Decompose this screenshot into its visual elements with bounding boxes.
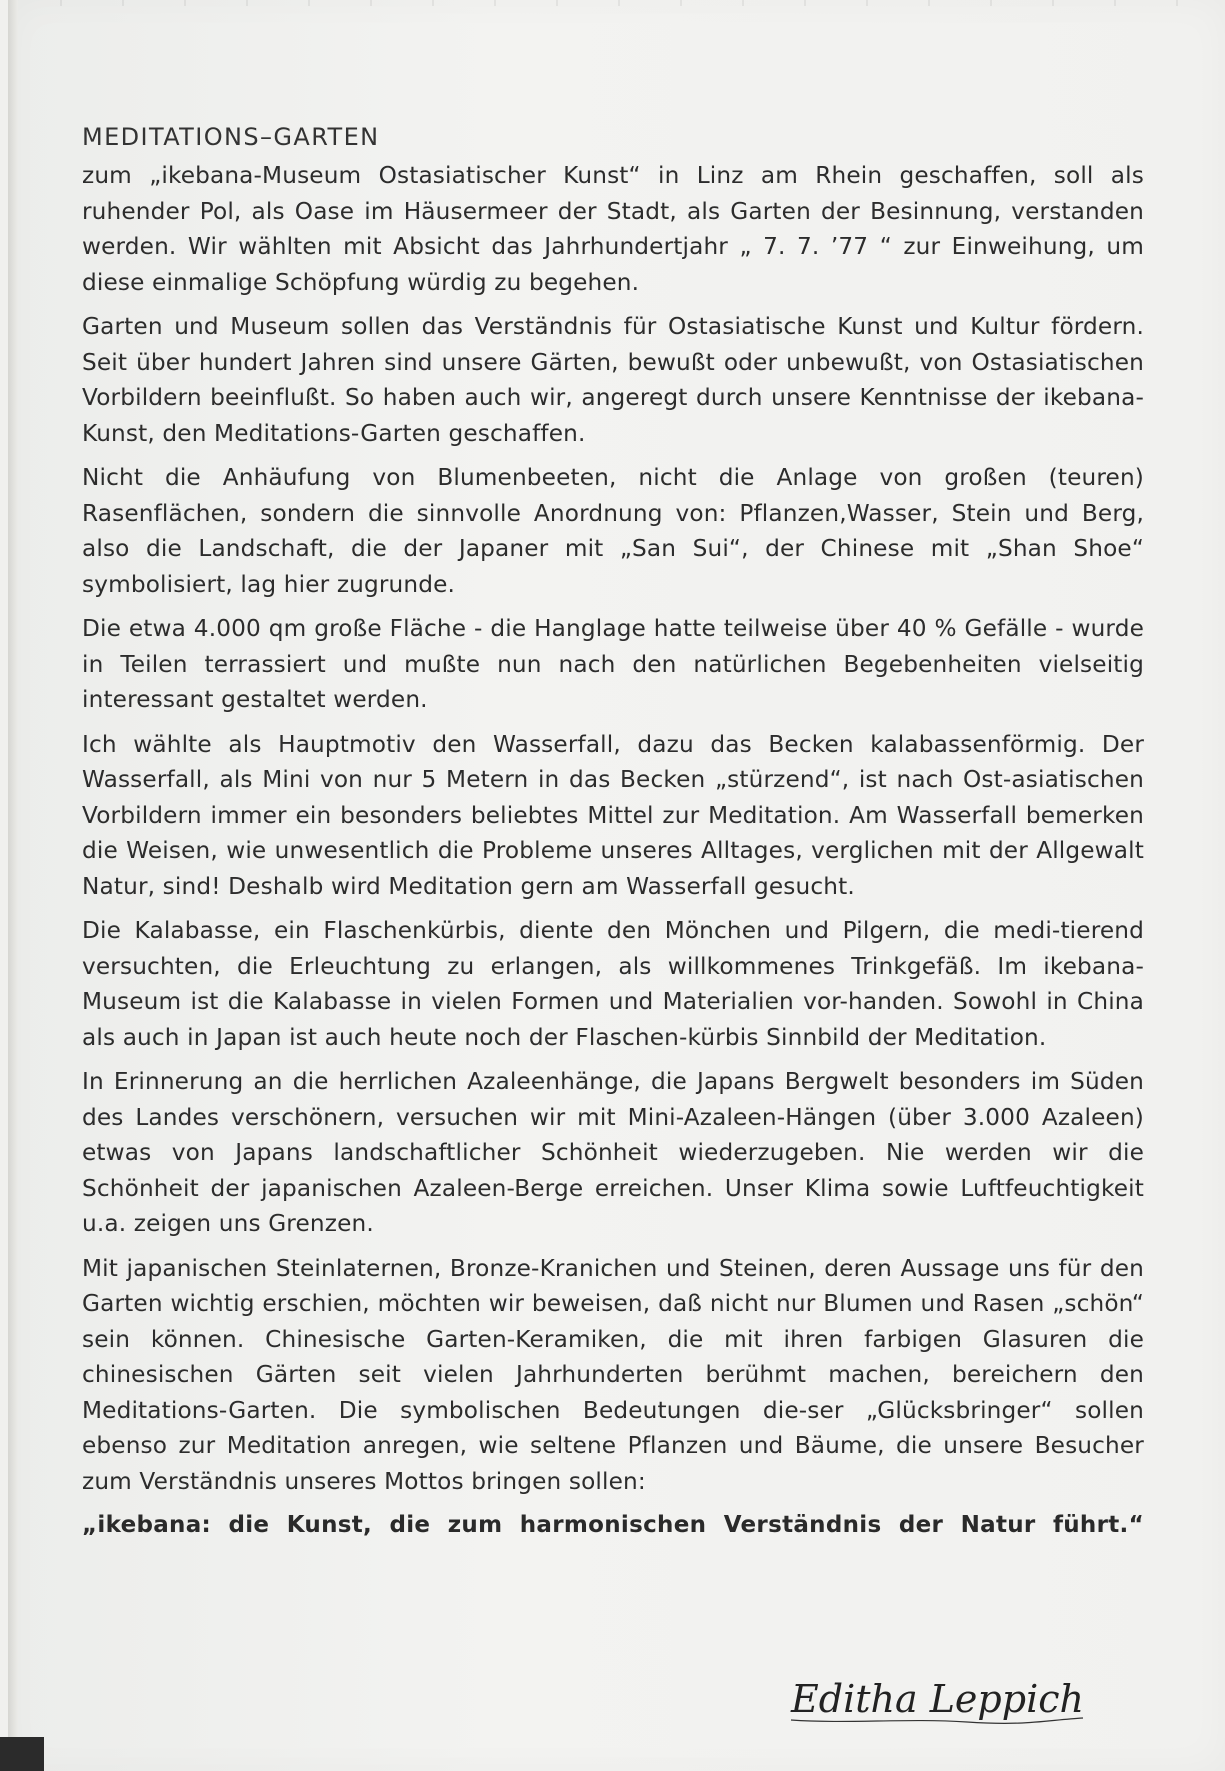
paragraph-lanterns: Mit japanischen Steinlaternen, Bronze-Kranichen und Steinen, deren Aussage uns für den Garten wichtig erschien, möchten wir beweisen, daß nicht nur Blumen und Rasen „schön“ sein können. Chinesische Garten-Keramiken, die mit ihren farbigen Glasuren die chinesischen Gärten seit vielen Jahrhunderten berühmt machen, bereichern den Meditations-Garten. Die symbolischen Bedeutungen die-ser „Glücksbringer“ sollen ebenso zur Meditation anregen, wie seltene Pflanzen und Bäume, die unsere Besucher zum Verständnis unseres Mottos bringen sollen: [82, 1254, 1144, 1495]
paragraph-azaleas: In Erinnerung an die herrlichen Azaleenhänge, die Japans Bergwelt besonders im Süden des Landes verschönern, versuchen wir mit Mini-Azaleen-Hängen (über 3.000 Azaleen) etwas von Japans landschaftlicher Schönheit wiederzugeben. Nie werden wir die Schönheit der japanischen Azaleen-Berge erreichen. Unser Klima sowie Luftfeuchtigkeit u.a. zeigen uns Grenzen. [82, 1068, 1144, 1237]
document-body [82, 118, 1144, 1544]
motto-quote: „ikebana: die Kunst, die zum harmonischen Verständnis der Natur führt.“ [82, 1512, 1144, 1538]
paragraph-museum: Garten und Museum sollen das Verständnis für Ostasiatische Kunst und Kultur fördern. Seit über hundert Jahren sind unsere Gärten, bewußt oder unbewußt, von Ostasiatischen Vorbildern beeinflußt. So haben auch wir, angeregt durch unsere Kenntnisse der ikebana-Kunst, den Meditations-Garten geschaffen. [82, 313, 1144, 447]
handwritten-signature [787, 1668, 1087, 1728]
paragraph-waterfall: Ich wählte als Hauptmotiv den Wasserfall, dazu das Becken kalabassenförmig. Der Wasserfall, als Mini von nur 5 Metern in das Becken „stürzend“, ist nach Ost-asiatischen Vorbildern immer ein besonders beliebtes Mittel zur Meditation. Am Wasserfall bemerken die Weisen, wie unwesentlich die Probleme unseres Alltages, verglichen mit der Allgewalt Natur, sind! Deshalb wird Meditation gern am Wasserfall gesucht. [82, 730, 1144, 900]
document-title: MEDITATIONS–GARTEN [82, 123, 380, 151]
paragraph-calabash: Die Kalabasse, ein Flaschenkürbis, diente den Mönchen und Pilgern, die medi-tierend versuchten, die Erleuchtung zu erlangen, als willkommenes Trinkgefäß. Im ikebana-Museum ist die Kalabasse in vielen Formen und Materialien vor-handen. Sowohl in China als auch in Japan ist auch heute noch der Flaschen-kürbis Sinnbild der Meditation. [82, 917, 1144, 1051]
paragraph-area: Die etwa 4.000 qm große Fläche - die Hanglage hatte teilweise über 40 % Gefälle - wurde in Teilen terrassiert und mußte nun nach den natürlichen Begebenheiten vielseitig interessant gestaltet werden. [82, 615, 1144, 713]
paper-left-edge [8, 0, 18, 1771]
paragraph-landscape: Nicht die Anhäufung von Blumenbeeten, nicht die Anlage von großen (teuren) Rasenflächen, sondern die sinnvolle Anordnung von: Pflanzen,Wasser, Stein und Berg, also die Landschaft, die der Japaner mit „San Sui“, der Chinese mit „Shan Shoe“ symbolisiert, lag hier zugrunde. [82, 464, 1144, 598]
paper-top-edge [0, 0, 1225, 6]
scan-border-corner [0, 1737, 44, 1771]
signature-text: Editha Leppich [791, 1677, 1084, 1721]
paragraph-intro: zum „ikebana-Museum Ostasiatischer Kunst“ in Linz am Rhein geschaffen, soll als ruhender Pol, als Oase im Häusermeer der Stadt, als Garten der Besinnung, verstanden werden. Wir wählten mit Absicht das Jahrhundertjahr „ 7. 7. ’77 “ zur Einweihung, um diese einmalige Schöpfung würdig zu begehen. [82, 162, 1144, 296]
